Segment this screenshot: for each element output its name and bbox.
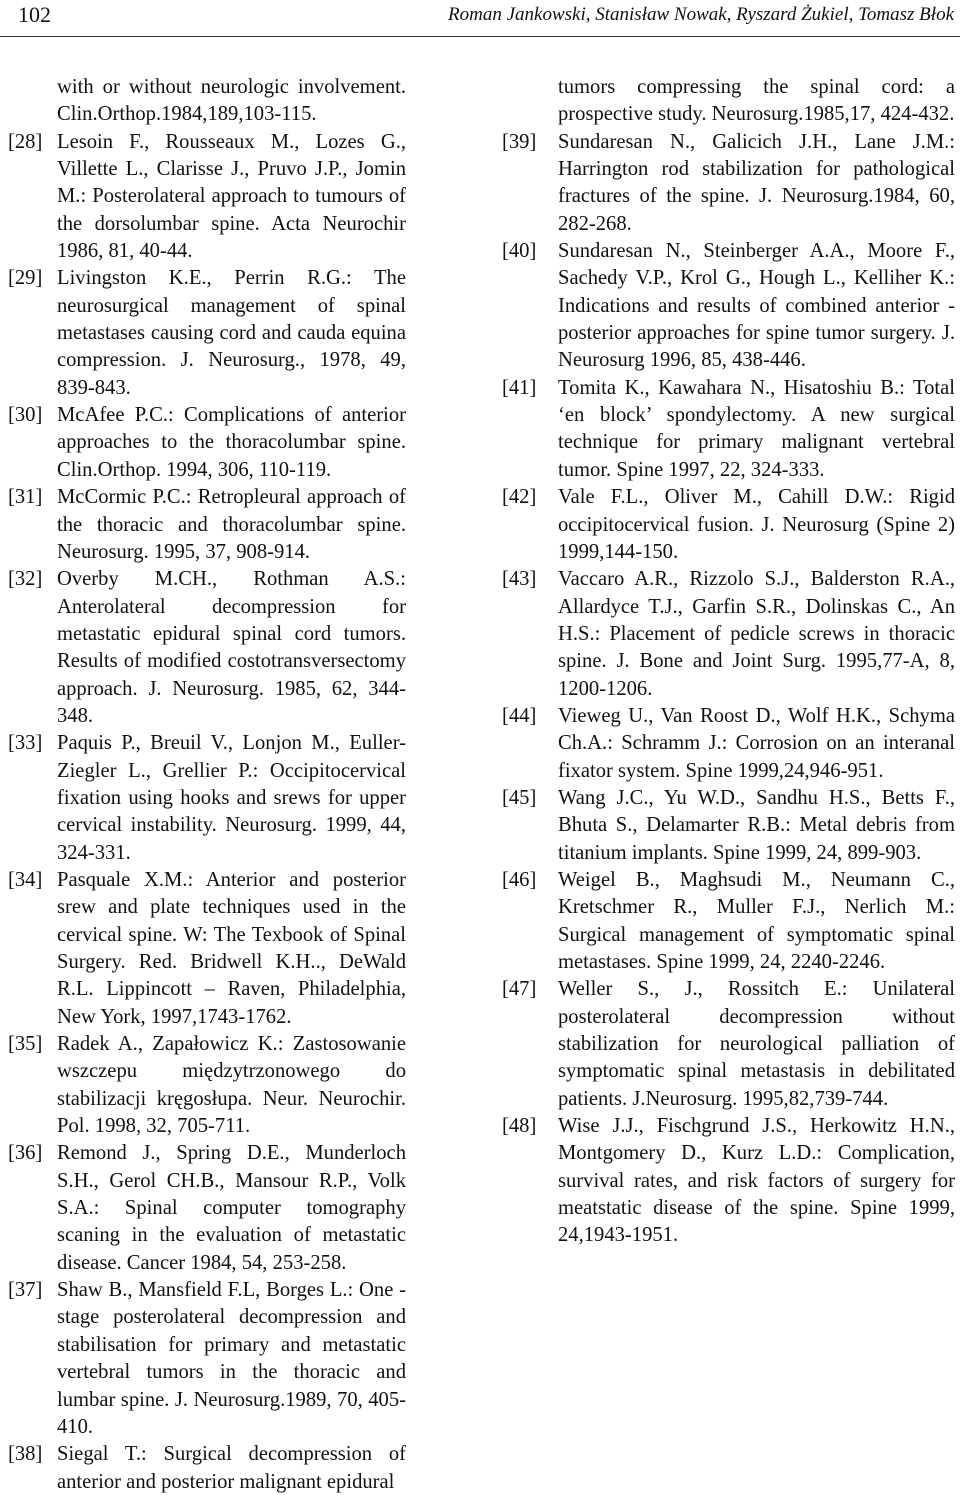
reference-text: Weller S., J., Rossitch E.: Unilateral posterolateral decompression without stabilization for neurological palliation of symptomatic spinal metastasis in debilitated patients. J.Neurosurg. 1995,82,739-744.	[558, 978, 955, 1110]
reference-number: [31]	[8, 486, 43, 509]
reference-number: [40]	[502, 240, 537, 263]
reference-item	[502, 785, 955, 867]
reference-text: Remond J., Spring D.E., Munderloch S.H., Gerol CH.B., Mansour R.P., Volk S.A.: Spinal computer tomography scaning in the evaluation of metastatic disease. Cancer 1984, 54, 253-258.	[57, 1142, 406, 1274]
reference-continuation	[8, 74, 406, 129]
left-column	[8, 74, 406, 1496]
reference-number: [47]	[502, 978, 537, 1001]
reference-item	[502, 238, 955, 375]
reference-item	[502, 867, 955, 976]
reference-item	[502, 566, 955, 703]
reference-item	[8, 730, 406, 867]
running-head-authors: Roman Jankowski, Stanisław Nowak, Ryszard Żukiel, Tomasz Błok	[448, 4, 954, 25]
reference-item	[502, 703, 955, 785]
reference-item	[502, 375, 955, 484]
reference-item	[502, 976, 955, 1113]
reference-list-left	[8, 129, 406, 1496]
reference-number: [35]	[8, 1033, 43, 1056]
reference-text: Vieweg U., Van Roost D., Wolf H.K., Schyma Ch.A.: Schramm J.: Corrosion on an interanal fixator system. Spine 1999,24,946-951.	[558, 704, 955, 782]
reference-number: [28]	[8, 130, 43, 153]
reference-item	[8, 265, 406, 402]
reference-number: [36]	[8, 1142, 43, 1165]
reference-item	[8, 867, 406, 1031]
reference-number: [46]	[502, 868, 537, 891]
reference-text: with or without neurologic involvement. Clin.Orthop.1984,189,103-115.	[57, 76, 406, 126]
reference-text: Overby M.CH., Rothman A.S.: Anterolateral decompression for metastatic epidural spinal cord tumors. Results of modified costotransversectomy approach. J. Neurosurg. 1985, 62, 344-348.	[57, 568, 406, 727]
reference-text: Sundaresan N., Galicich J.H., Lane J.M.: Harrington rod stabilization for pathological fractures of the spine. J. Neurosurg.1984, 60, 282-268.	[558, 130, 955, 235]
reference-text: McAfee P.C.: Complications of anterior approaches to the thoracolumbar spine. Clin.Orthop. 1994, 306, 110-119.	[57, 404, 406, 481]
reference-number: [32]	[8, 568, 43, 591]
reference-item	[8, 402, 406, 484]
reference-item	[8, 1140, 406, 1277]
reference-item	[8, 1031, 406, 1140]
reference-item	[8, 1441, 406, 1496]
reference-text: Pasquale X.M.: Anterior and posterior srew and plate techniques used in the cervical spine. W: The Texbook of Spinal Surgery. Red. Bridwell K.H.., DeWald R.L. Lippincott – Raven, Philadelphia, New York, 1997,1743-1762.	[57, 868, 406, 1028]
reference-number: [34]	[8, 868, 43, 891]
reference-number: [45]	[502, 786, 537, 809]
reference-number: [44]	[502, 704, 537, 727]
reference-text: Sundaresan N., Steinberger A.A., Moore F., Sachedy V.P., Krol G., Hough L., Kelliher K.: Indications and results of combined anterior - posterior approaches for spine tumor surgery. J. Neurosurg 1996, 85, 438-446.	[558, 240, 955, 372]
reference-number: [43]	[502, 568, 537, 591]
reference-number: [39]	[502, 130, 537, 153]
reference-text: McCormic P.C.: Retropleural approach of the thoracic and thoracolumbar spine. Neurosurg. 1995, 37, 908-914.	[57, 486, 406, 563]
reference-number: [33]	[8, 732, 43, 755]
reference-number: [41]	[502, 376, 537, 399]
reference-text: Wise J.J., Fischgrund J.S., Herkowitz H.N., Montgomery D., Kurz L.D.: Complication, survival rates, and risk factors of surgery for meatstatic disease of the spine. Spine 1999, 24,1943-1951.	[558, 1115, 955, 1247]
reference-item	[502, 484, 955, 566]
reference-number: [48]	[502, 1115, 537, 1138]
reference-text: Weigel B., Maghsudi M., Neumann C., Kretschmer R., Muller F.J., Nerlich M.: Surgical management of symptomatic spinal metastases. Spine 1999, 24, 2240-2246.	[558, 868, 955, 973]
reference-continuation	[502, 74, 955, 129]
reference-text: Tomita K., Kawahara N., Hisatoshiu B.: Total ‘en block’ spondylectomy. A new surgical technique for primary malignant vertebral tumor. Spine 1997, 22, 324-333.	[558, 376, 955, 481]
reference-number: [30]	[8, 404, 43, 427]
reference-text: Paquis P., Breuil V., Lonjon M., Euller-Ziegler L., Grellier P.: Occipitocervical fixation using hooks and srews for upper cervical instability. Neurosurg. 1999, 44, 324-331.	[57, 732, 406, 864]
reference-text: tumors compressing the spinal cord: a prospective study. Neurosurg.1985,17, 424-432.	[558, 76, 955, 126]
reference-number: [38]	[8, 1443, 43, 1466]
reference-number: [37]	[8, 1279, 43, 1302]
reference-text: Wang J.C., Yu W.D., Sandhu H.S., Betts F., Bhuta S., Delamarter R.B.: Metal debris from titanium implants. Spine 1999, 24, 899-903.	[558, 786, 955, 864]
reference-text: Lesoin F., Rousseaux M., Lozes G., Villette L., Clarisse J., Pruvo J.P., Jomin M.: Posterolateral approach to tumours of the dorsolumbar spine. Acta Neurochir 1986, 81, 40-44.	[57, 130, 406, 263]
page-number: 102	[18, 2, 51, 27]
reference-item	[502, 129, 955, 238]
reference-text: Shaw B., Mansfield F.L, Borges L.: One - stage posterolateral decompression and stabilisation for primary and metastatic vertebral tumors in the thoracic and lumbar spine. J. Neurosurg.1989, 70, 405-410.	[57, 1279, 406, 1438]
reference-text: Vaccaro A.R., Rizzolo S.J., Balderston R.A., Allardyce T.J., Garfin S.R., Dolinskas C., An H.S.: Placement of pedicle screws in thoracic spine. J. Bone and Joint Surg. 1995,77-A, 8, 1200-1206.	[558, 568, 955, 700]
reference-text: Siegal T.: Surgical decompression of anterior and posterior malignant epidural	[57, 1443, 406, 1493]
reference-item	[502, 1113, 955, 1250]
reference-item	[8, 1277, 406, 1441]
reference-number: [29]	[8, 267, 43, 290]
right-column	[502, 74, 955, 1250]
reference-item	[8, 484, 406, 566]
reference-list-right	[502, 129, 955, 1250]
reference-item	[8, 566, 406, 730]
page-header	[0, 0, 960, 37]
reference-text: Vale F.L., Oliver M., Cahill D.W.: Rigid occipitocervical fusion. J. Neurosurg (Spine 2) 1999,144-150.	[558, 486, 955, 563]
reference-number: [42]	[502, 486, 537, 509]
reference-text: Livingston K.E., Perrin R.G.: The neurosurgical management of spinal metastases causing cord and cauda equina compression. J. Neurosurg., 1978, 49, 839-843.	[57, 267, 406, 399]
reference-item	[8, 129, 406, 266]
reference-text: Radek A., Zapałowicz K.: Zastosowanie wszczepu międzytrzonowego do stabilizacji kręgosłupa. Neur. Neurochir. Pol. 1998, 32, 705-711.	[57, 1033, 406, 1138]
